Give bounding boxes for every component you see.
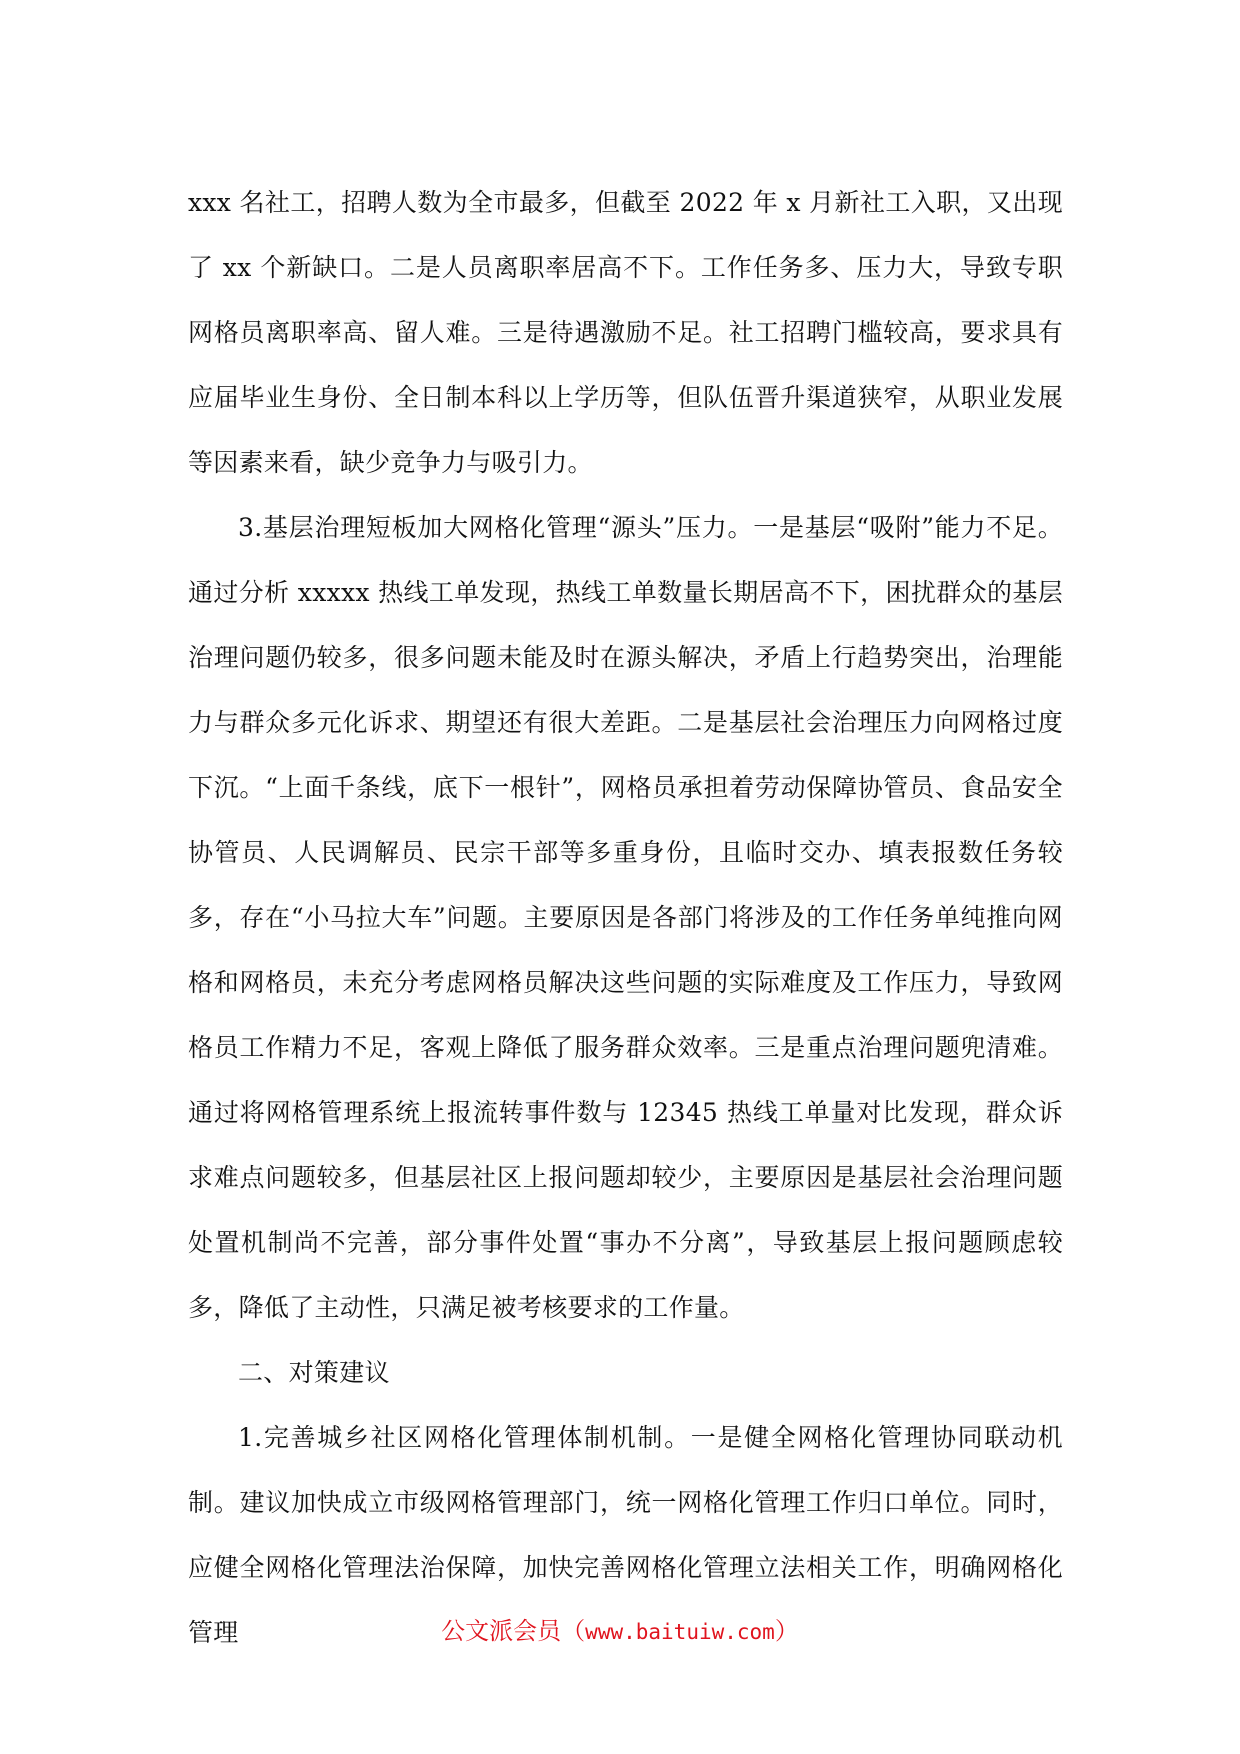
paragraph-continuation: xxx 名社工，招聘人数为全市最多，但截至 2022 年 x 月新社工入职，又出现了 xx 个新缺口。二是人员离职率居高不下。工作任务多、压力大，导致专职网格员离职率高、留人难。三是待遇激励不足。社工招聘门槛较高，要求具有应届毕业生身份、全日制本科以上学历等，但队伍晋升渠道狭窄，从职业发展等因素来看，缺少竞争力与吸引力。	[188, 188, 1063, 477]
footer-brand: 公文派会员	[441, 1617, 562, 1645]
paragraph-section-3: 3.基层治理短板加大网格化管理“源头”压力。一是基层“吸附”能力不足。通过分析 xxxxx 热线工单发现，热线工单数量长期居高不下，困扰群众的基层治理问题仍较多，很多问题未能及时在源头解决，矛盾上行趋势突出，治理能力与群众多元化诉求、期望还有很大差距。二是基层社会治理压力向网格过度下沉。“上面千条线，底下一根针”，网格员承担着劳动保障协管员、食品安全协管员、人民调解员、民宗干部等多重身份，且临时交办、填表报数任务较多，存在“小马拉大车”问题。主要原因是各部门将涉及的工作任务单纯推向网格和网格员，未充分考虑网格员解决这些问题的实际难度及工作压力，导致网格员工作精力不足，客观上降低了服务群众效率。三是重点治理问题兜清难。通过将网格管理系统上报流转事件数与 12345 热线工单量对比发现，群众诉求难点问题较多，但基层社区上报问题却较少，主要原因是基层社会治理问题处置机制尚不完善，部分事件处置“事办不分离”，导致基层上报问题顾虑较多，降低了主动性，只满足被考核要求的工作量。	[188, 513, 1063, 1322]
document-body	[188, 170, 1063, 1665]
section-heading-suggestions: 二、对策建议	[238, 1358, 390, 1387]
footer-watermark	[0, 1615, 1240, 1648]
paragraph-suggestion-1: 1.完善城乡社区网格化管理体制机制。一是健全网格化管理协同联动机制。建议加快成立市级网格管理部门，统一网格化管理工作归口单位。同时，应健全网格化管理法治保障，加快完善网格化管理立法相关工作，明确网格化管理	[188, 1423, 1063, 1647]
footer-close-paren: ）	[774, 1617, 799, 1645]
footer-url-link[interactable]: www.baituiw.com	[585, 1620, 775, 1644]
footer-open-paren: （	[561, 1617, 586, 1645]
